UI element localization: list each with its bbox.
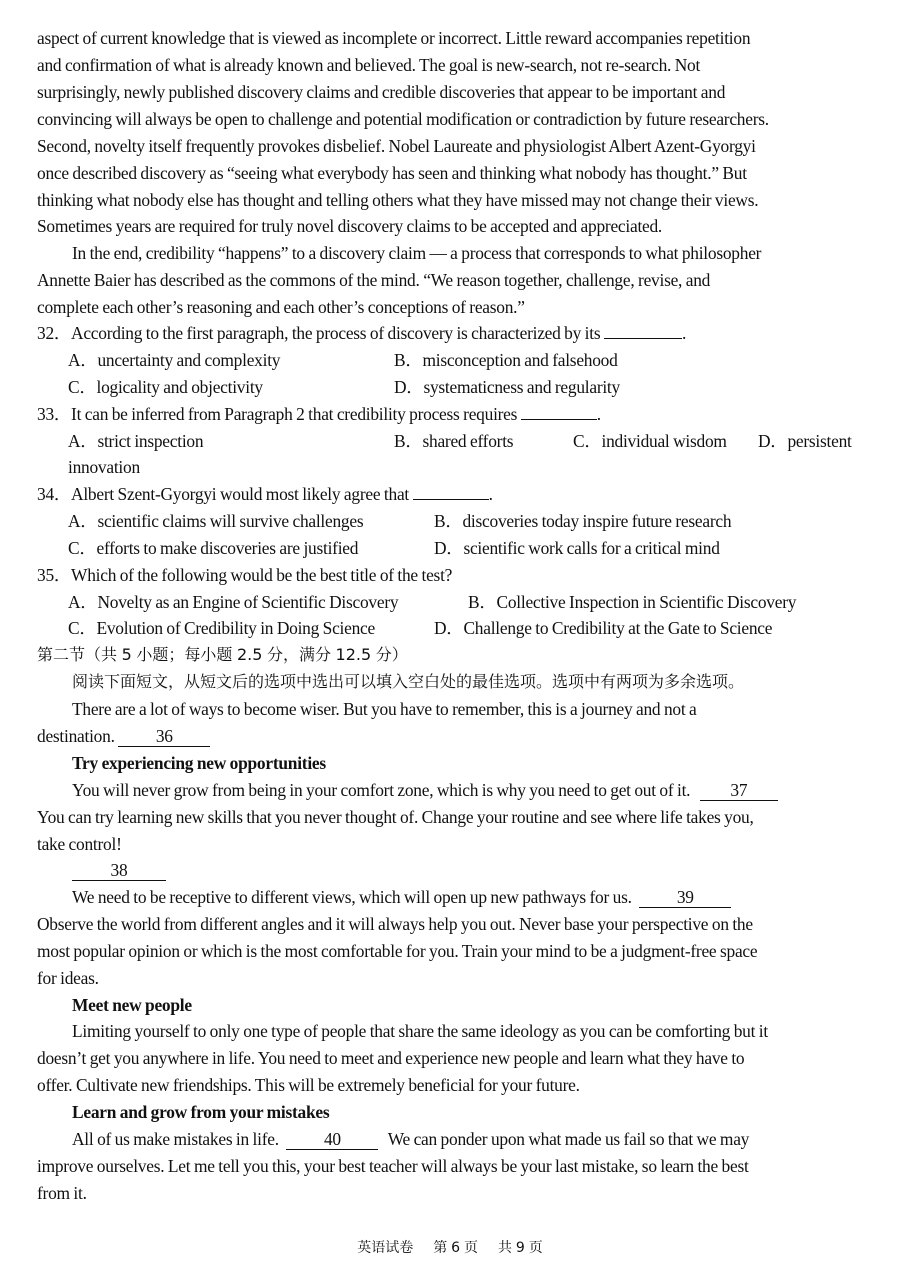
question-33: 33．It can be inferred from Paragraph 2 that credibility process requires .: [37, 404, 601, 424]
passage2-line: most popular opinion or which is the most comfortable for you. Train your mind to be a judgment-free space: [37, 941, 758, 961]
option-c[interactable]: C．individual wisdom: [573, 431, 727, 451]
option-b[interactable]: B．shared efforts: [394, 431, 514, 451]
passage-line: In the end, credibility “happens” to a discovery claim — a process that corresponds to what philosopher: [72, 243, 762, 263]
option-c[interactable]: C．logicality and objectivity: [68, 377, 263, 397]
option-a[interactable]: A．uncertainty and complexity: [68, 350, 281, 370]
passage-line: complete each other’s reasoning and each other’s conceptions of reason.”: [37, 297, 525, 317]
question-stem: 32．According to the first paragraph, the process of discovery is characterized by its: [37, 323, 601, 343]
passage-line: Annette Baier has described as the commons of the mind. “We reason together, challenge, revise, and: [37, 270, 711, 290]
option-b[interactable]: B．discoveries today inspire future research: [434, 511, 732, 531]
passage-line: surprisingly, newly published discovery claims and credible discoveries that appear to be important and: [37, 82, 726, 102]
option-a[interactable]: A．scientific claims will survive challenges: [68, 511, 364, 531]
option-d[interactable]: D．scientific work calls for a critical mind: [434, 538, 720, 558]
passage2-line: [72, 857, 166, 883]
footer-total-pages: 共 9 页: [497, 1240, 543, 1256]
passage2-line: doesn’t get you anywhere in life. You need to meet and experience new people and learn what they have to: [37, 1048, 745, 1068]
question-34: 34．Albert Szent-Gyorgyi would most likely agree that .: [37, 484, 493, 504]
passage2-line: We need to be receptive to different views, which will open up new pathways for us. 39: [72, 884, 731, 910]
option-d[interactable]: D．persistent: [758, 431, 852, 451]
answer-blank-39[interactable]: 39: [639, 887, 731, 908]
option-d[interactable]: D．systematicness and regularity: [394, 377, 620, 397]
option-b[interactable]: B．misconception and falsehood: [394, 350, 618, 370]
footer-subject: 英语试卷: [357, 1240, 414, 1256]
section-heading: Learn and grow from your mistakes: [72, 1102, 330, 1122]
option-d[interactable]: D．Challenge to Credibility at the Gate to Science: [434, 618, 773, 638]
section-heading: Meet new people: [72, 995, 192, 1015]
section-header: 第二节（共 5 小题；每小题 2.5 分，满分 12.5 分）: [37, 645, 408, 664]
section-instruction: 阅读下面短文，从短文后的选项中选出可以填入空白处的最佳选项。选项中有两项为多余选项。: [72, 672, 745, 691]
passage2-line: All of us make mistakes in life. 40 We can ponder upon what made us fail so that we may: [72, 1129, 750, 1149]
passage2-line: There are a lot of ways to become wiser. But you have to remember, this is a journey and not a: [72, 699, 697, 719]
answer-blank[interactable]: [604, 338, 682, 339]
option-b[interactable]: B．Collective Inspection in Scientific Discovery: [468, 592, 797, 612]
passage-line: aspect of current knowledge that is viewed as incomplete or incorrect. Little reward accompanies repetition: [37, 28, 751, 48]
passage2-line: for ideas.: [37, 968, 99, 988]
passage2-line: offer. Cultivate new friendships. This will be extremely beneficial for your future.: [37, 1075, 580, 1095]
passage2-line: take control!: [37, 834, 122, 854]
passage-line: and confirmation of what is already known and believed. The goal is new-search, not re-search. Not: [37, 55, 701, 75]
passage2-line: from it.: [37, 1183, 87, 1203]
passage-line: Sometimes years are required for truly novel discovery claims to be accepted and appreciated.: [37, 216, 663, 236]
passage-line: Second, novelty itself frequently provokes disbelief. Nobel Laureate and physiologist Albert Azent-Gyorgyi: [37, 136, 756, 156]
passage-line: thinking what nobody else has thought and telling others what they have missed may not change their views.: [37, 190, 759, 210]
passage-line: once described discovery as “seeing what everybody has seen and thinking what nobody has thought.” But: [37, 163, 747, 183]
footer-page-number: 第 6 页: [433, 1240, 478, 1256]
passage2-line: destination. 36: [37, 723, 210, 749]
answer-blank-36[interactable]: 36: [118, 726, 210, 747]
option-a[interactable]: A．Novelty as an Engine of Scientific Discovery: [68, 592, 399, 612]
passage2-line: Limiting yourself to only one type of people that share the same ideology as you can be comforting but it: [72, 1021, 768, 1041]
question-stem: 33．It can be inferred from Paragraph 2 that credibility process requires: [37, 404, 518, 424]
passage2-line: You can try learning new skills that you never thought of. Change your routine and see where life takes you,: [37, 807, 754, 827]
answer-blank-40[interactable]: 40: [286, 1129, 378, 1150]
question-35: 35．Which of the following would be the best title of the test?: [37, 565, 453, 585]
answer-blank[interactable]: [521, 419, 597, 420]
answer-blank-38[interactable]: 38: [72, 860, 166, 881]
option-c[interactable]: C．Evolution of Credibility in Doing Science: [68, 618, 375, 638]
answer-blank[interactable]: [413, 499, 489, 500]
question-stem: 34．Albert Szent-Gyorgyi would most likely agree that: [37, 484, 409, 504]
option-a[interactable]: A．strict inspection: [68, 431, 204, 451]
passage2-line: Observe the world from different angles and it will always help you out. Never base your perspective on the: [37, 914, 753, 934]
section-heading: Try experiencing new opportunities: [72, 753, 326, 773]
passage2-line: improve ourselves. Let me tell you this, your best teacher will always be your last mistake, so learn the best: [37, 1156, 749, 1176]
passage2-line: You will never grow from being in your comfort zone, which is why you need to get out of it. 37: [72, 777, 778, 803]
question-32: 32．According to the first paragraph, the process of discovery is characterized by its .: [37, 323, 687, 343]
page-footer: [0, 1237, 900, 1257]
option-d-continued: innovation: [68, 457, 140, 477]
option-c[interactable]: C．efforts to make discoveries are justified: [68, 538, 359, 558]
answer-blank-37[interactable]: 37: [700, 780, 778, 801]
passage-line: convincing will always be open to challenge and potential modification or contradiction by future researchers.: [37, 109, 769, 129]
